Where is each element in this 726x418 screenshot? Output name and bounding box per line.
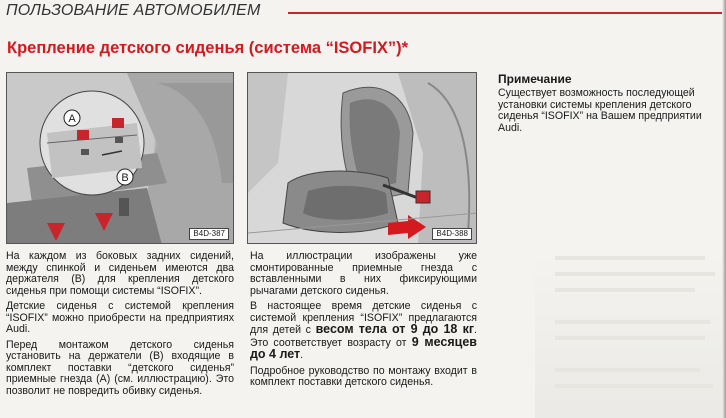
- weight-range: весом тела от 9 до 18 кг: [315, 322, 475, 336]
- bleed-line: [555, 256, 705, 260]
- header-rule: [288, 12, 726, 14]
- callout-label-a: A: [68, 113, 76, 125]
- page-edge-shadow: [722, 0, 726, 418]
- bleed-line: [555, 272, 715, 276]
- bleed-line: [555, 368, 700, 372]
- note-line: установки системы крепления детского: [498, 98, 692, 111]
- paragraph: На каждом из боковых задних сидений, между спинкой и сиденьем имеются два держателя (B) для крепления детского сиденья при помощи системы “ISOFIX”.: [6, 250, 234, 297]
- illustration-seat-mounts: [7, 73, 234, 244]
- paragraph-weight-age: [250, 301, 477, 362]
- text-run: В настоящее время детские сиденья с системой крепления “ISOFIX” предлагаются для детей с: [250, 300, 477, 336]
- section-header: ПОЛЬЗОВАНИЕ АВТОМОБИЛЕМ: [6, 2, 261, 19]
- paragraph: Детские сиденья с системой крепления “ISOFIX” можно приобрести на предприятиях Audi.: [6, 300, 234, 335]
- bleed-through-area: [535, 250, 726, 418]
- bleed-line: [555, 384, 713, 388]
- callout-label-b: B: [121, 172, 129, 184]
- figure-isofix-mounts: [6, 72, 234, 244]
- note-block: [498, 72, 726, 134]
- body-column-2: [250, 251, 477, 393]
- bleed-line: [555, 336, 705, 340]
- page-title: Крепление детского сиденья (система “ISOFIX”)*: [7, 39, 409, 57]
- note-line: сиденья “ISOFIX” на Вашем предприятии: [498, 110, 702, 122]
- figure-code: B4D-387: [189, 228, 229, 240]
- note-line: Audi.: [498, 121, 523, 134]
- note-line: Существует возможность последующей: [498, 87, 695, 99]
- body-column-1: [6, 251, 234, 401]
- paragraph: Перед монтажом детского сиденья установить на держатели (B) входящие в комплект поставки “детского сиденья” приемные гнезда (A) (см. иллюстрацию). Это позволит не повредить обивку сиденья.: [6, 338, 234, 397]
- bleed-line: [555, 288, 695, 292]
- paragraph: На иллюстрации изображены уже смонтированные приемные гнезда с вставленными в них фиксирующими рычагами детского сиденья.: [250, 250, 477, 297]
- figure-code: B4D-388: [432, 228, 472, 240]
- paragraph: Подробное руководство по монтажу входит в комплект поставки детского сиденья.: [250, 364, 477, 388]
- note-heading: Примечание: [498, 72, 572, 86]
- illustration-child-seat: [248, 73, 477, 244]
- age-range: 9 месяцев до 4 лет: [250, 334, 477, 361]
- text-run: .: [300, 349, 304, 361]
- bleed-line: [555, 320, 710, 324]
- figure-child-seat: [247, 72, 477, 244]
- text-run: . Это соответствует возрасту от: [250, 324, 477, 349]
